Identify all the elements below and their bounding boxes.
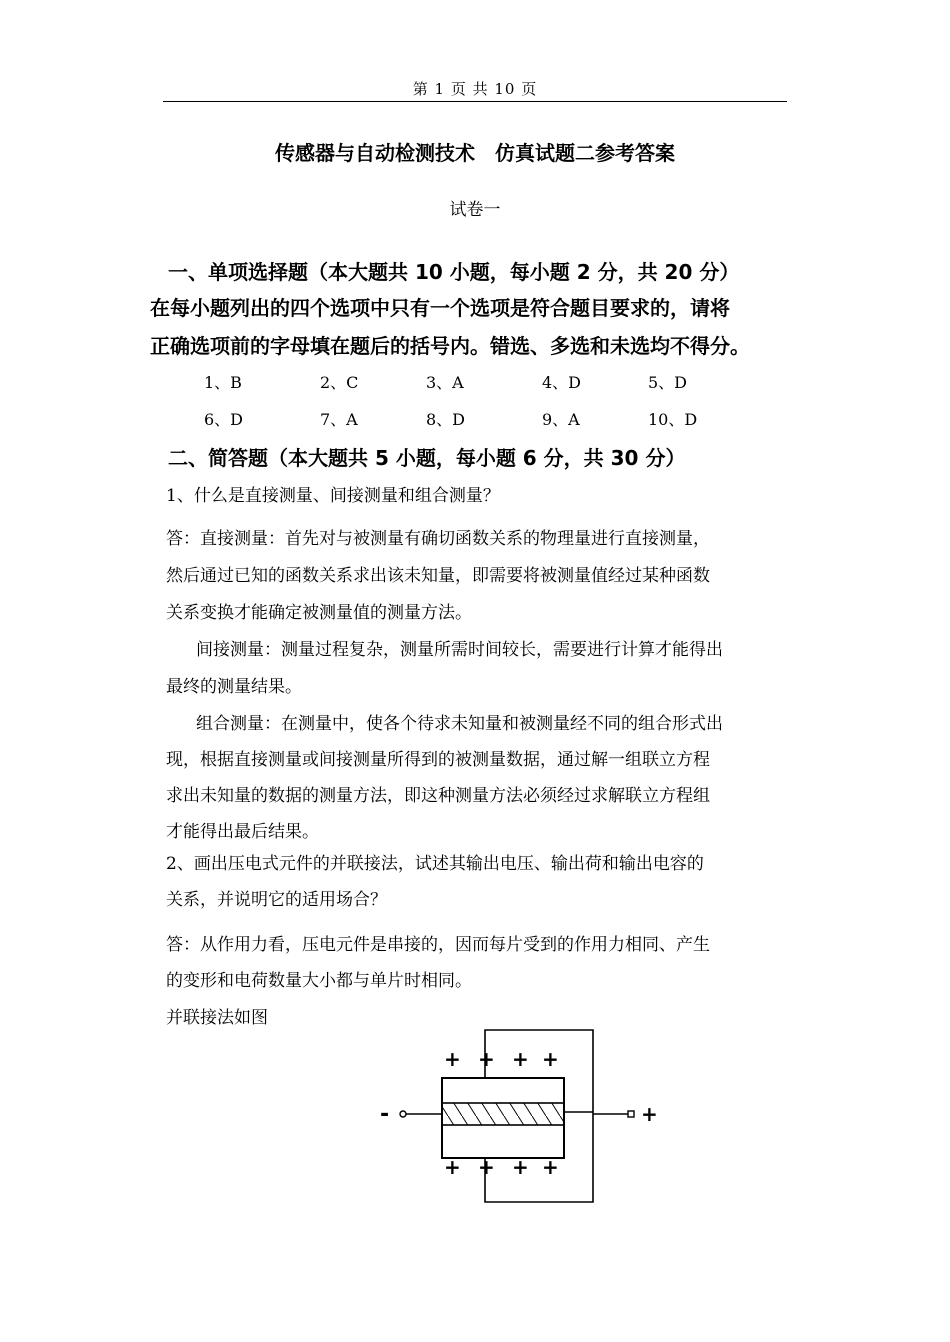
answer-item: 2、C xyxy=(320,373,359,392)
question-2-cont: 关系，并说明它的适用场合？ xyxy=(166,890,387,910)
answer-line: 的变形和电荷数量大小都与单片时相同。 xyxy=(166,971,472,991)
header-rule xyxy=(163,101,787,102)
plus-label: + xyxy=(641,1102,658,1126)
answer-line: 关系变换才能确定被测量值的测量方法。 xyxy=(166,603,472,623)
section1-instruction-line1: 在每小题列出的四个选项中只有一个选项是符合题目要求的，请将 xyxy=(150,296,730,320)
answer-line: 现，根据直接测量或间接测量所得到的被测量数据，通过解一组联立方程 xyxy=(166,750,710,770)
bottom-charge: + xyxy=(512,1155,529,1179)
positive-terminal xyxy=(628,1111,634,1117)
section1-heading: 一、单项选择题（本大题共 10 小题，每小题 2 分，共 20 分） xyxy=(168,260,740,284)
answer-item: 9、A xyxy=(542,410,580,429)
answer-item: 7、A xyxy=(320,410,358,429)
minus-label: - xyxy=(380,1102,390,1127)
bottom-charge: + xyxy=(478,1155,495,1179)
answer-item: 10、D xyxy=(648,410,698,429)
top-charge: + xyxy=(444,1047,461,1071)
top-charge: + xyxy=(542,1047,559,1071)
question-2: 2、画出压电式元件的并联接法，试述其输出电压、输出荷和输出电容的 xyxy=(166,854,704,874)
negative-terminal xyxy=(400,1111,406,1117)
bottom-charge: + xyxy=(542,1155,559,1179)
answer-item: 3、A xyxy=(426,373,464,392)
parallel-connection-diagram xyxy=(378,1028,668,1208)
answer-line: 答：直接测量：首先对与被测量有确切函数关系的物理量进行直接测量， xyxy=(166,529,710,549)
top-charge: + xyxy=(512,1047,529,1071)
answer-line: 最终的测量结果。 xyxy=(166,677,302,697)
page-header: 第 1 页 共 10 页 xyxy=(412,80,538,98)
answer-item: 8、D xyxy=(426,410,466,429)
answer-line: 组合测量：在测量中，使各个待求未知量和被测量经不同的组合形式出 xyxy=(196,714,723,734)
top-charge: + xyxy=(478,1047,495,1071)
answer-item: 6、D xyxy=(204,410,244,429)
section2-heading: 二、简答题（本大题共 5 小题，每小题 6 分，共 30 分） xyxy=(168,446,686,470)
center-electrode-hatched xyxy=(442,1103,564,1125)
figure-caption: 并联接法如图 xyxy=(166,1008,268,1028)
bottom-charge: + xyxy=(444,1155,461,1179)
document-subtitle: 试卷一 xyxy=(449,200,501,220)
answer-item: 1、B xyxy=(204,373,242,392)
answer-item: 5、D xyxy=(648,373,688,392)
answer-item: 4、D xyxy=(542,373,582,392)
section1-instruction-line2: 正确选项前的字母填在题后的括号内。错选、多选和未选均不得分。 xyxy=(150,334,750,358)
answer-line: 然后通过已知的函数关系求出该未知量，即需要将被测量值经过某种函数 xyxy=(166,566,710,586)
answer-line: 才能得出最后结果。 xyxy=(166,822,319,842)
answer-line: 间接测量：测量过程复杂，测量所需时间较长，需要进行计算才能得出 xyxy=(196,640,723,660)
answer-line: 求出未知量的数据的测量方法，即这种测量方法必须经过求解联立方程组 xyxy=(166,786,710,806)
question-1: 1、什么是直接测量、间接测量和组合测量？ xyxy=(166,486,500,506)
document-title: 传感器与自动检测技术 仿真试题二参考答案 xyxy=(275,141,675,165)
answer-line: 答：从作用力看，压电元件是串接的，因而每片受到的作用力相同、产生 xyxy=(166,935,710,955)
